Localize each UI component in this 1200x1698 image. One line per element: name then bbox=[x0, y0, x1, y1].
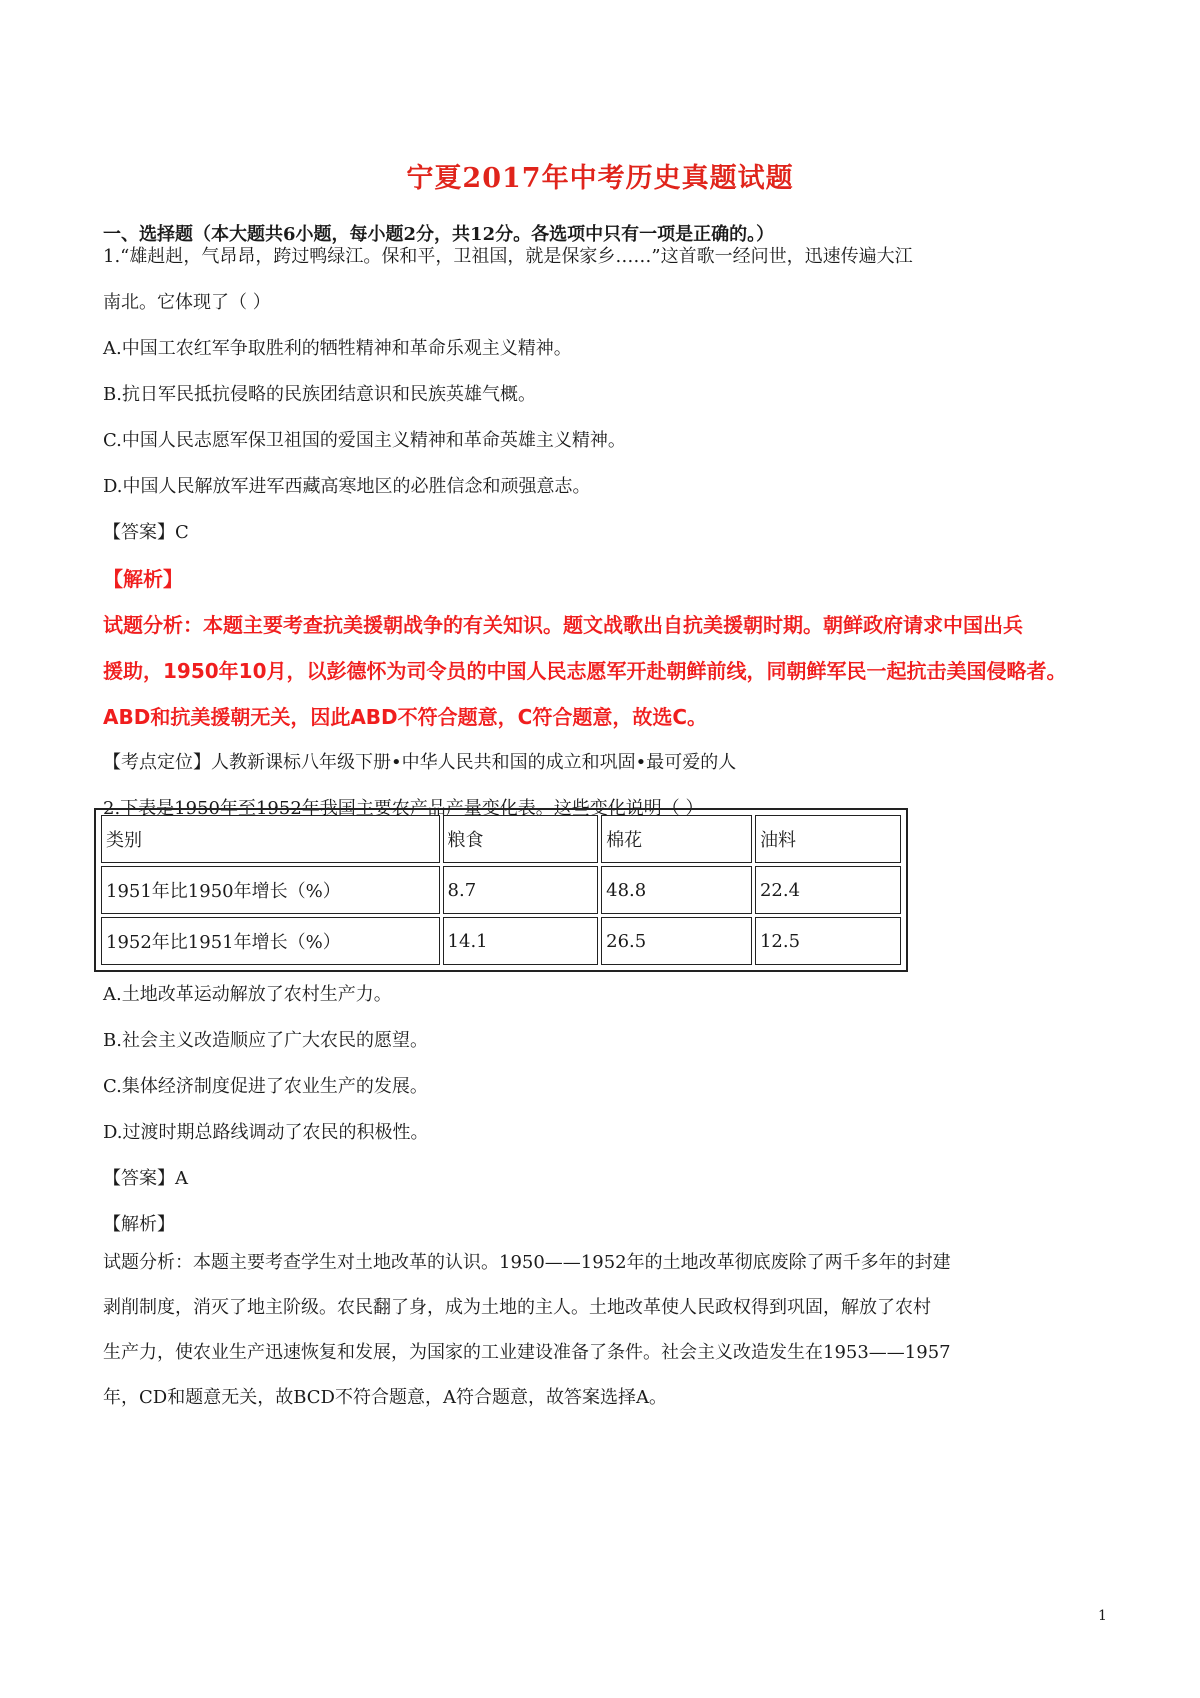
page-title: 宁夏2017年中考历史真题试题 bbox=[406, 163, 794, 194]
q2-analysis-line3: 生产力，使农业生产迅速恢复和发展，为国家的工业建设准备了条件。社会主义改造发生在1953——1957 bbox=[103, 1342, 951, 1363]
table-header-row bbox=[101, 815, 901, 863]
table-row bbox=[101, 866, 901, 914]
q1-analysis-line3: ABD和抗美援朝无关，因此ABD不符合题意，C符合题意，故选C。 bbox=[103, 705, 708, 729]
table-cell: 12.5 bbox=[755, 917, 901, 965]
q1-answer: 【答案】C bbox=[103, 522, 189, 543]
table-cell: 26.5 bbox=[601, 917, 752, 965]
q1-analysis-line2: 援助，1950年10月，以彭德怀为司令员的中国人民志愿军开赴朝鲜前线，同朝鲜军民一起抗击美国侵略者。 bbox=[103, 659, 1067, 683]
q2-analysis-label: 【解析】 bbox=[103, 1214, 175, 1235]
table-cell: 8.7 bbox=[443, 866, 599, 914]
q1-analysis-line1: 试题分析：本题主要考查抗美援朝战争的有关知识。题文战歌出自抗美援朝时期。朝鲜政府请求中国出兵 bbox=[103, 613, 1023, 637]
q1-option-c: C.中国人民志愿军保卫祖国的爱国主义精神和革命英雄主义精神。 bbox=[103, 430, 626, 451]
q2-analysis-line4: 年，CD和题意无关，故BCD不符合题意，A符合题意，故答案选择A。 bbox=[103, 1387, 667, 1408]
q2-table bbox=[98, 812, 904, 968]
table-cell: 14.1 bbox=[443, 917, 599, 965]
q2-analysis-line2: 剥削制度，消灭了地主阶级。农民翻了身，成为土地的主人。土地改革使人民政权得到巩固，解放了农村 bbox=[103, 1297, 931, 1318]
q2-option-a: A.土地改革运动解放了农村生产力。 bbox=[103, 984, 392, 1005]
q1-stem-line1: 1.“雄赳赳，气昂昂，跨过鸭绿江。保和平，卫祖国，就是保家乡……”这首歌一经问世，迅速传遍大江 bbox=[103, 246, 913, 267]
table-cell: 48.8 bbox=[601, 866, 752, 914]
q2-option-b: B.社会主义改造顺应了广大农民的愿望。 bbox=[103, 1030, 428, 1051]
q1-analysis-label: 【解析】 bbox=[103, 567, 183, 591]
q1-option-b: B.抗日军民抵抗侵略的民族团结意识和民族英雄气概。 bbox=[103, 384, 536, 405]
table-header-cell: 油料 bbox=[755, 815, 901, 863]
question-1 bbox=[103, 234, 1103, 832]
q1-kaodian: 【考点定位】人教新课标八年级下册•中华人民共和国的成立和巩固•最可爱的人 bbox=[103, 752, 737, 773]
q2-option-c: C.集体经济制度促进了农业生产的发展。 bbox=[103, 1076, 428, 1097]
q1-option-a: A.中国工农红军争取胜利的牺牲精神和革命乐观主义精神。 bbox=[103, 338, 572, 359]
q2-option-d: D.过渡时期总路线调动了农民的积极性。 bbox=[103, 1122, 429, 1143]
table-row bbox=[101, 917, 901, 965]
table-cell: 22.4 bbox=[755, 866, 901, 914]
q2-answer: 【答案】A bbox=[103, 1168, 188, 1189]
section-heading: 一、选择题（本大题共6小题，每小题2分，共12分。各选项中只有一项是正确的。） bbox=[103, 224, 775, 245]
table-header-cell: 粮食 bbox=[443, 815, 599, 863]
q1-option-d: D.中国人民解放军进军西藏高寒地区的必胜信念和顽强意志。 bbox=[103, 476, 591, 497]
table-header-cell: 棉花 bbox=[601, 815, 752, 863]
page-number: 1 bbox=[1098, 1608, 1107, 1624]
q2-stem: 2.下表是1950年至1952年我国主要农产品产量变化表。这些变化说明（ ） bbox=[103, 798, 704, 819]
q2-analysis-line1: 试题分析：本题主要考查学生对土地改革的认识。1950——1952年的土地改革彻底废除了两千多年的封建 bbox=[103, 1252, 951, 1273]
table-cell: 1951年比1950年增长（%） bbox=[101, 866, 440, 914]
table-cell: 1952年比1951年增长（%） bbox=[101, 917, 440, 965]
q2-table-frame bbox=[94, 808, 908, 972]
question-2-options bbox=[103, 972, 1103, 1248]
q1-stem-line2: 南北。它体现了（ ） bbox=[103, 292, 271, 313]
table-header-cell: 类别 bbox=[101, 815, 440, 863]
q2-analysis bbox=[103, 1240, 1103, 1420]
